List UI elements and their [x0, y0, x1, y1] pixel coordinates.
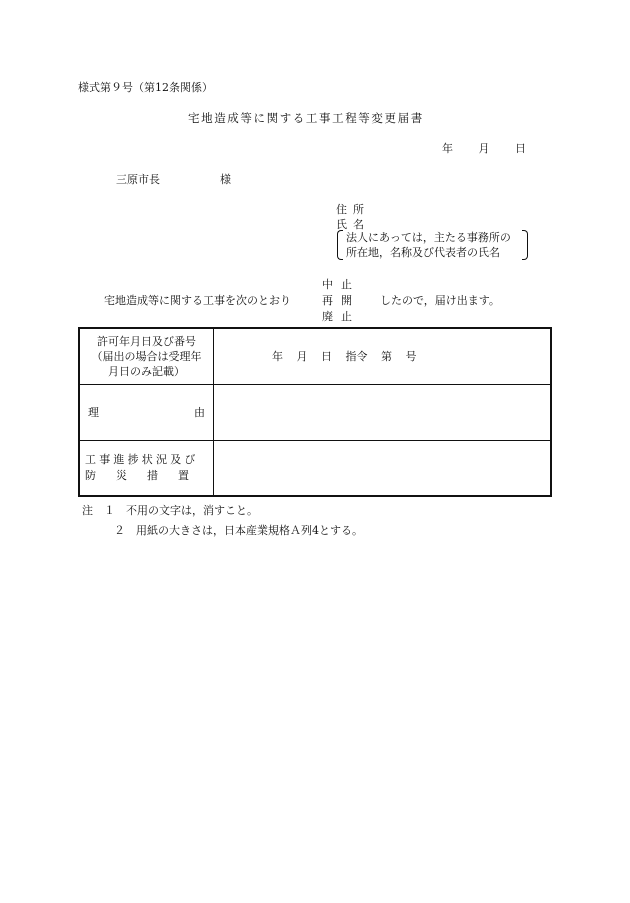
- option-resume: 再開: [322, 294, 360, 307]
- reason-label: [79, 384, 214, 440]
- progress-label-line1: 工事進捗状況及び: [85, 452, 199, 466]
- permit-label: [79, 328, 214, 384]
- option-stop: 中止: [322, 278, 360, 291]
- note-2: ２ 用紙の大きさは，日本産業規格Ａ列4とする。: [114, 524, 363, 537]
- corporation-note-line2: 所在地，名称及び代表者の氏名: [346, 246, 500, 259]
- permit-label-line2: （届出の場合は受理年: [91, 349, 202, 363]
- reason-label-right: 由: [194, 406, 205, 419]
- permit-label-line3: 月日のみ記載）: [108, 364, 185, 378]
- note-1: 注 １ 不用の文字は，消すこと。: [82, 504, 258, 517]
- addressee: 三原市長: [116, 173, 160, 186]
- notice-after: したので，届け出ます。: [380, 294, 500, 307]
- option-abolish: 廃止: [322, 310, 360, 323]
- notice-before: 宅地造成等に関する工事を次のとおり: [104, 294, 291, 307]
- progress-value[interactable]: [214, 440, 552, 496]
- address-label: 住所: [336, 203, 370, 216]
- form-number: 様式第９号（第12条関係）: [78, 81, 213, 94]
- left-bracket: [337, 230, 343, 260]
- name-label: 氏名: [336, 218, 370, 231]
- date-line: 年 月 日: [442, 142, 526, 155]
- progress-label-line2: 防災措置: [85, 468, 209, 482]
- permit-label-line1: 許可年月日及び番号: [97, 334, 196, 348]
- reason-value[interactable]: [214, 384, 552, 440]
- corporation-note-line1: 法人にあっては，主たる事務所の: [346, 231, 511, 244]
- corporation-note: [337, 230, 511, 260]
- reason-label-left: 理: [88, 406, 99, 419]
- table-row-reason: [79, 384, 551, 440]
- form-table: [78, 327, 552, 497]
- permit-value[interactable]: 年 月 日 指令 第 号: [214, 328, 552, 384]
- right-bracket: [522, 230, 528, 260]
- addressee-honorific: 様: [220, 173, 231, 186]
- table-row-permit: [79, 328, 551, 384]
- table-row-progress: [79, 440, 551, 496]
- progress-label: [79, 440, 214, 496]
- document-title: 宅地造成等に関する工事工程等変更届書: [188, 111, 424, 125]
